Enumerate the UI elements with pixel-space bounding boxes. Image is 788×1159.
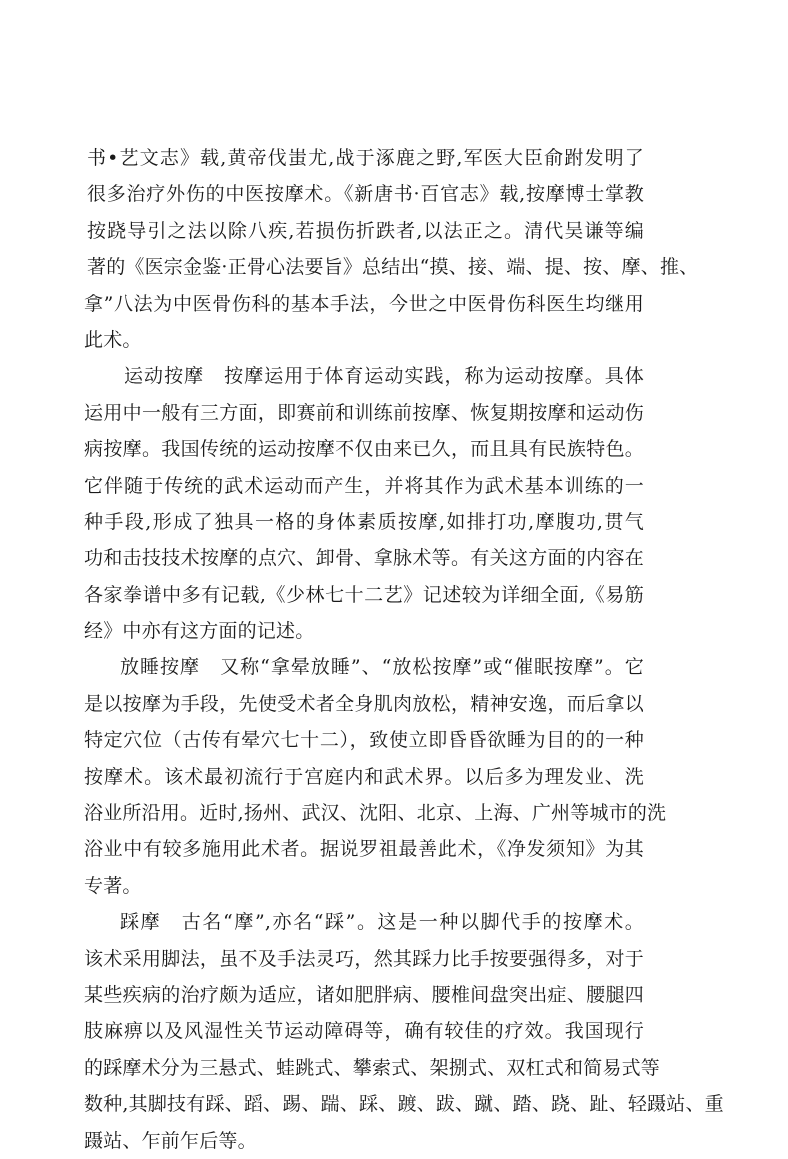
text-line: 种手段,形成了独具一格的身体素质按摩,如排打功,摩腹功,贯气: [84, 510, 644, 533]
text-line: 肢麻痹以及风湿性关节运动障碍等，确有较佳的疗效。我国现行: [84, 1020, 644, 1043]
paragraph-4: [84, 904, 724, 1159]
text-line: 拿”八法为中医骨伤科的基本手法，今世之中医骨伤科医生均继用: [84, 292, 644, 315]
text-line: 运动按摩 按摩运用于体育运动实践，称为运动按摩。具体: [124, 365, 644, 388]
text-line: 踩摩 古名“摩”,亦名“踩”。这是一种以脚代手的按摩术。: [120, 911, 644, 934]
text-line: 按跷导引之法以除八疾,若损伤折跌者,以法正之。清代吴谦等编: [87, 219, 644, 242]
text-line: 运用中一般有三方面，即赛前和训练前按摩、恢复期按摩和运动伤: [84, 401, 644, 424]
text-line: 专著。: [84, 874, 142, 897]
text-line: 特定穴位（古传有晕穴七十二），致使立即昏昏欲睡为目的的一种: [84, 729, 644, 752]
text-line: 数种,其脚技有踩、蹈、踢、踹、踩、踱、跋、蹴、踏、跷、趾、轻蹑站、重: [84, 1093, 724, 1116]
text-line: 按摩术。该术最初流行于宫庭内和武术界。以后多为理发业、洗: [84, 765, 644, 788]
paragraph-1: [84, 140, 699, 358]
text-line: 很多治疗外伤的中医按摩术。《新唐书·百官志》载,按摩博士掌教: [87, 183, 644, 206]
text-line: 的踩摩术分为三悬式、蛙跳式、攀索式、架捌式、双杠式和简易式等: [84, 1056, 661, 1079]
text-line: 经》中亦有这方面的记述。: [84, 620, 315, 643]
text-line: 浴业中有较多施用此术者。据说罗祖最善此术，《净发须知》为其: [84, 838, 644, 861]
text-line: 各家拳谱中多有记载,《少林七十二艺》记述较为详细全面,《易筋: [84, 583, 644, 606]
text-line: 书•艺文志》载,黄帝伐蚩尤,战于涿鹿之野,军医大臣俞跗发明了: [87, 147, 644, 169]
text-line: 某些疾病的治疗颇为适应，诸如肥胖病、腰椎间盘突出症、腰腿四: [84, 983, 644, 1006]
text-line: 是以按摩为手段，先使受术者全身肌肉放松，精神安逸，而后拿以: [84, 692, 644, 715]
document-page: [84, 140, 724, 1159]
text-line: 病按摩。我国传统的运动按摩不仅由来已久，而且具有民族特色。: [84, 438, 644, 461]
text-line: 放睡按摩 又称“拿晕放睡”、“放松按摩”或“催眠按摩”。它: [120, 656, 644, 679]
text-line: 浴业所沿用。近时,扬州、武汉、沈阳、北京、上海、广州等城市的洗: [84, 802, 667, 825]
text-line: 著的《医宗金鉴·正骨心法要旨》总结出“摸、接、端、提、按、摩、推、: [87, 256, 699, 279]
text-line: 该术采用脚法，虽不及手法灵巧，然其踩力比手按要强得多，对于: [84, 947, 644, 970]
text-line: 它伴随于传统的武术运动而产生，并将其作为武术基本训练的一: [84, 474, 644, 497]
paragraph-2: [84, 358, 644, 649]
text-line: 此术。: [84, 328, 142, 351]
paragraph-3: [84, 649, 667, 904]
text-line: 蹑站、乍前乍后等。: [84, 1129, 257, 1152]
text-line: 功和击技技术按摩的点穴、卸骨、拿脉术等。有关这方面的内容在: [84, 547, 644, 570]
